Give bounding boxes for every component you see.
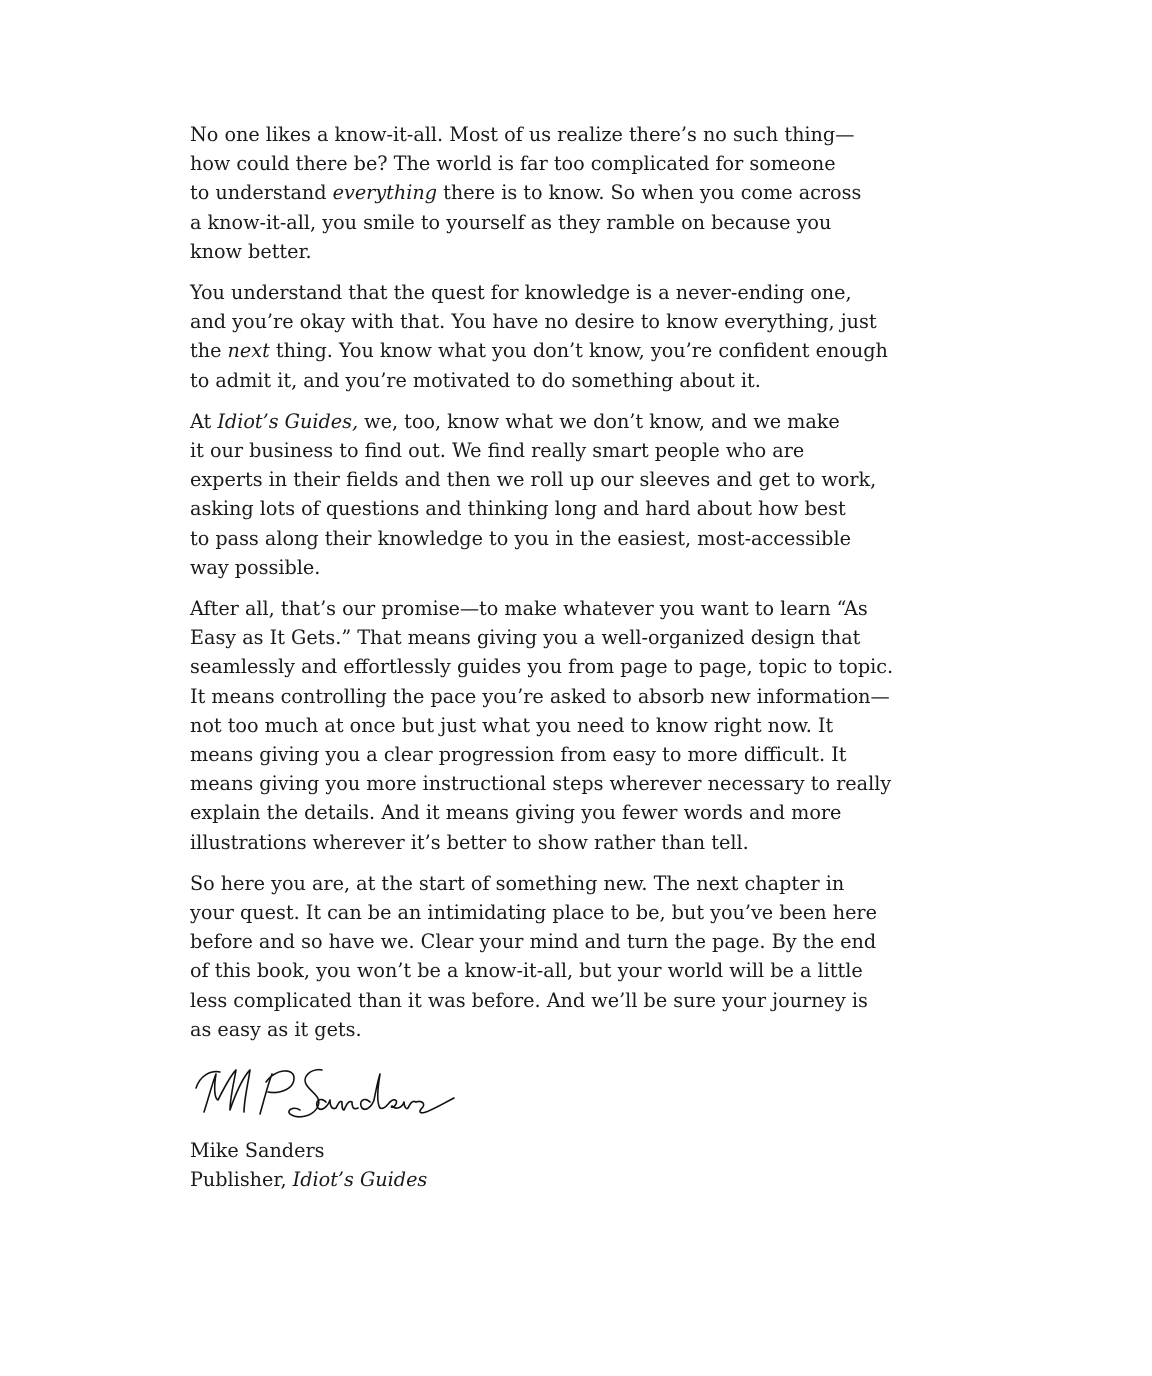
handwritten-signature (190, 1062, 460, 1126)
text-line: of this book, you won’t be a know-it-all, but your world will be a little (190, 959, 863, 983)
paragraph-1 (190, 120, 910, 266)
text-line (190, 178, 910, 207)
text-run: At (190, 409, 218, 433)
emphasis-next: next (227, 339, 270, 363)
text-line (190, 407, 910, 436)
text-line: seamlessly and effortlessly guides you from page to page, topic to topic. (190, 655, 894, 679)
text-line: as easy as it gets. (190, 1017, 362, 1041)
text-line: So here you are, at the start of something new. The next chapter in (190, 871, 845, 895)
signer-title (190, 1165, 910, 1194)
signer-block (190, 1136, 910, 1194)
text-run: Publisher, (190, 1168, 293, 1192)
text-line: to pass along their knowledge to you in the easiest, most-accessible (190, 526, 851, 550)
text-line: asking lots of questions and thinking long and hard about how best (190, 497, 846, 521)
text-line: your quest. It can be an intimidating place to be, but you’ve been here (190, 901, 877, 925)
paragraph-5 (190, 869, 910, 1044)
emphasis-brand: Idiot’s Guides, (217, 409, 359, 433)
text-run: we, too, know what we don’t know, and we make (358, 409, 840, 433)
text-line: It means controlling the pace you’re asked to absorb new information— (190, 684, 890, 708)
text-line: You understand that the quest for knowledge is a never-ending one, (190, 281, 852, 305)
text-line: know better. (190, 239, 312, 263)
text-line: No one likes a know-it-all. Most of us realize there’s no such thing— (190, 123, 855, 146)
text-run: thing. You know what you don’t know, you’re confident enough (269, 339, 888, 363)
text-line: a know-it-all, you smile to yourself as they ramble on because you (190, 210, 832, 234)
letter-body (190, 120, 910, 1195)
text-line: less complicated than it was before. And we’ll be sure your journey is (190, 988, 868, 1012)
paragraph-4 (190, 594, 910, 857)
text-line: it our business to find out. We find really smart people who are (190, 439, 805, 463)
text-line: illustrations wherever it’s better to show rather than tell. (190, 830, 749, 854)
text-line: and you’re okay with that. You have no desire to know everything, just (190, 310, 877, 334)
text-line: experts in their fields and then we roll up our sleeves and get to work, (190, 468, 877, 492)
text-run: the (190, 339, 228, 363)
text-line: means giving you a clear progression from easy to more difficult. It (190, 743, 847, 767)
emphasis-everything: everything (332, 181, 438, 205)
text-run: there is to know. So when you come across (437, 181, 862, 205)
text-line: before and so have we. Clear your mind and turn the page. By the end (190, 930, 877, 954)
text-line: After all, that’s our promise—to make whatever you want to learn “As (190, 597, 868, 621)
text-line: how could there be? The world is far too complicated for someone (190, 152, 836, 176)
text-line (190, 336, 910, 365)
text-line: way possible. (190, 555, 321, 579)
text-line: not too much at once but just what you need to know right now. It (190, 713, 834, 737)
text-line: to admit it, and you’re motivated to do something about it. (190, 368, 761, 392)
text-line: Easy as It Gets.” That means giving you a well-organized design that (190, 626, 861, 650)
text-run: to understand (190, 181, 333, 205)
text-line: explain the details. And it means giving you fewer words and more (190, 801, 842, 825)
signer-name: Mike Sanders (190, 1139, 325, 1163)
text-line: means giving you more instructional steps wherever necessary to really (190, 772, 892, 796)
paragraph-3 (190, 407, 910, 582)
paragraph-2 (190, 278, 910, 395)
emphasis-brand: Idiot’s Guides (292, 1168, 428, 1192)
